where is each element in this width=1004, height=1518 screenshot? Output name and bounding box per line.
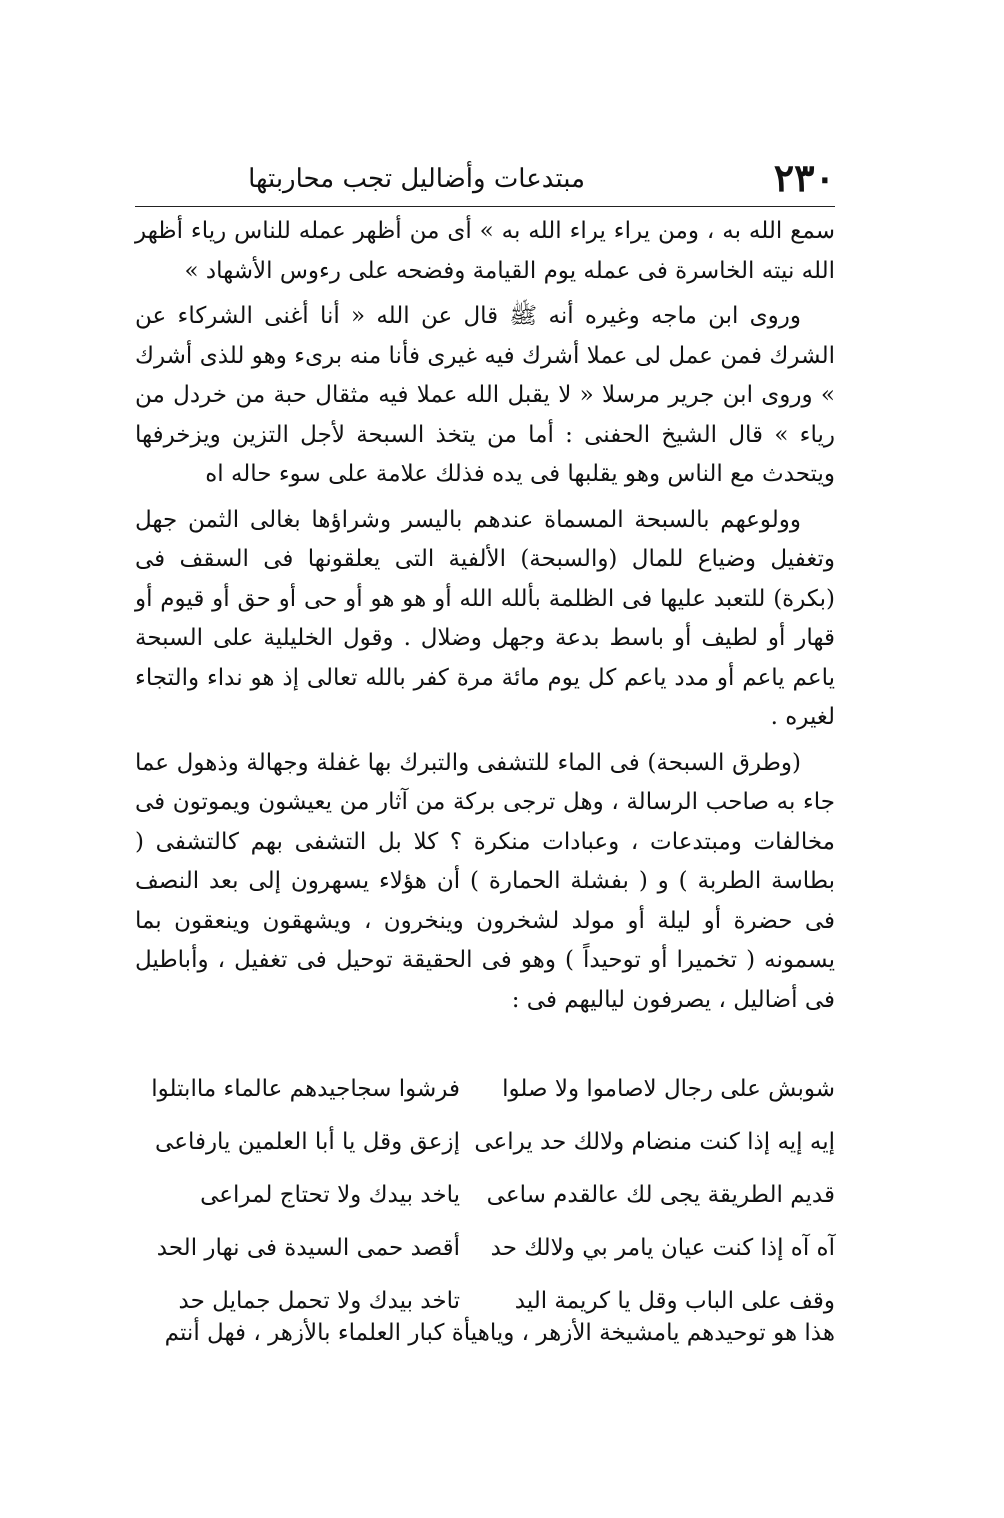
paragraph: سمع الله به ، ومن يراء يراء الله به » أى من أظهر عمله للناس رياء أظهر الله نيته الخاسرة فى عمله يوم القيامة وفضحه على رءوس الأشهاد » (135, 218, 835, 284)
poem-second-hemistich: تاخد بيدك ولا تحمل جمايل حد (178, 1287, 460, 1314)
body-text (135, 212, 835, 1026)
poem-line (135, 1115, 835, 1168)
poem-line (135, 1062, 835, 1115)
poem-first-hemistich: وقف على الباب وقل يا كريمة اليد (514, 1287, 835, 1314)
poem-line (135, 1221, 835, 1274)
page-header (135, 150, 835, 207)
closing-line: هذا هو توحيدهم يامشيخة الأزهر ، وياهيأة كبار العلماء بالأزهر ، فهل أنتم (164, 1320, 835, 1346)
running-title: مبتدعات وأضاليل تجب محاربتها (248, 164, 585, 194)
paragraph: وروى ابن ماجه وغيره أنه ﷺ قال عن الله « أنا أغنى الشركاء عن الشرك فمن عمل لى عملا أشرك فيه غيرى فأنا منه برىء وهو للذى أشرك » وروى ابن جرير مرسلا « لا يقبل الله عملا فيه مثقال حبة من خردل من رياء » قال الشيخ الحفنى : أما من يتخذ السبحة لأجل التزين ويزخرفها ويتحدث مع الناس وهو يقلبها فى يده فذلك علامة على سوء حاله اه (135, 303, 835, 487)
poem-first-hemistich: إيه إيه إذا كنت منضام ولالك حد يراعى (474, 1128, 835, 1155)
page-number: ٢٣٠ (773, 155, 835, 200)
paragraph: (وطرق السبحة) فى الماء للتشفى والتبرك بها غفلة وجهالة وذهول عما جاء به صاحب الرسالة ، وهل ترجى بركة من آثار من يعيشون ويموتون فى مخالفات ومبتدعات ، وعبادات منكرة ؟ كلا بل التشفى بهم كالتشفى ( بطاسة الطربة ) و ( بفشلة الحمارة ) أن هؤلاء يسهرون إلى بعد النصف فى حضرة أو ليلة أو مولد لشخرون وينخرون ، ويشهقون وينعقون بما يسمونه ( تخميرا أو توحيداً ) وهو فى الحقيقة توحيل فى تغفيل ، وأباطيل فى أضاليل ، يصرفون لياليهم فى : (135, 749, 835, 1013)
poem-first-hemistich: شوبش على رجال لاصاموا ولا صلوا (502, 1075, 835, 1102)
poem-second-hemistich: أقصد حمى السيدة فى نهار الحد (156, 1234, 460, 1261)
poem (135, 1062, 835, 1327)
paragraph: وولوعهم بالسبحة المسماة عندهم باليسر وشراؤها بغالى الثمن جهل وتغفيل وضياع للمال (والسبحة) الألفية التى يعلقونها فى السقف فى (بكرة) للتعبد عليها فى الظلمة بألله الله أو هو هو أو حى أو حق أو قيوم أو قهار أو لطيف أو باسط بدعة وجهل وضلال . وقول الخليلية على السبحة ياعم ياعم أو مدد ياعم كل يوم مائة مرة كفر بالله تعالى إذ هو نداء والتجاء لغيره . (135, 506, 835, 730)
poem-second-hemistich: فرشوا سجاجيدهم عالماء ماابتلوا (151, 1075, 460, 1102)
poem-second-hemistich: ياخد بيدك ولا تحتاج لمراعى (200, 1181, 460, 1208)
poem-first-hemistich: قديم الطريقة يجى لك عالقدم ساعى (486, 1181, 835, 1208)
poem-second-hemistich: إزعق وقل يا أبا العلمين يارفاعى (155, 1128, 460, 1155)
poem-first-hemistich: آه آه إذا كنت عيان يامر بي ولالك حد (490, 1234, 835, 1261)
poem-line (135, 1168, 835, 1221)
